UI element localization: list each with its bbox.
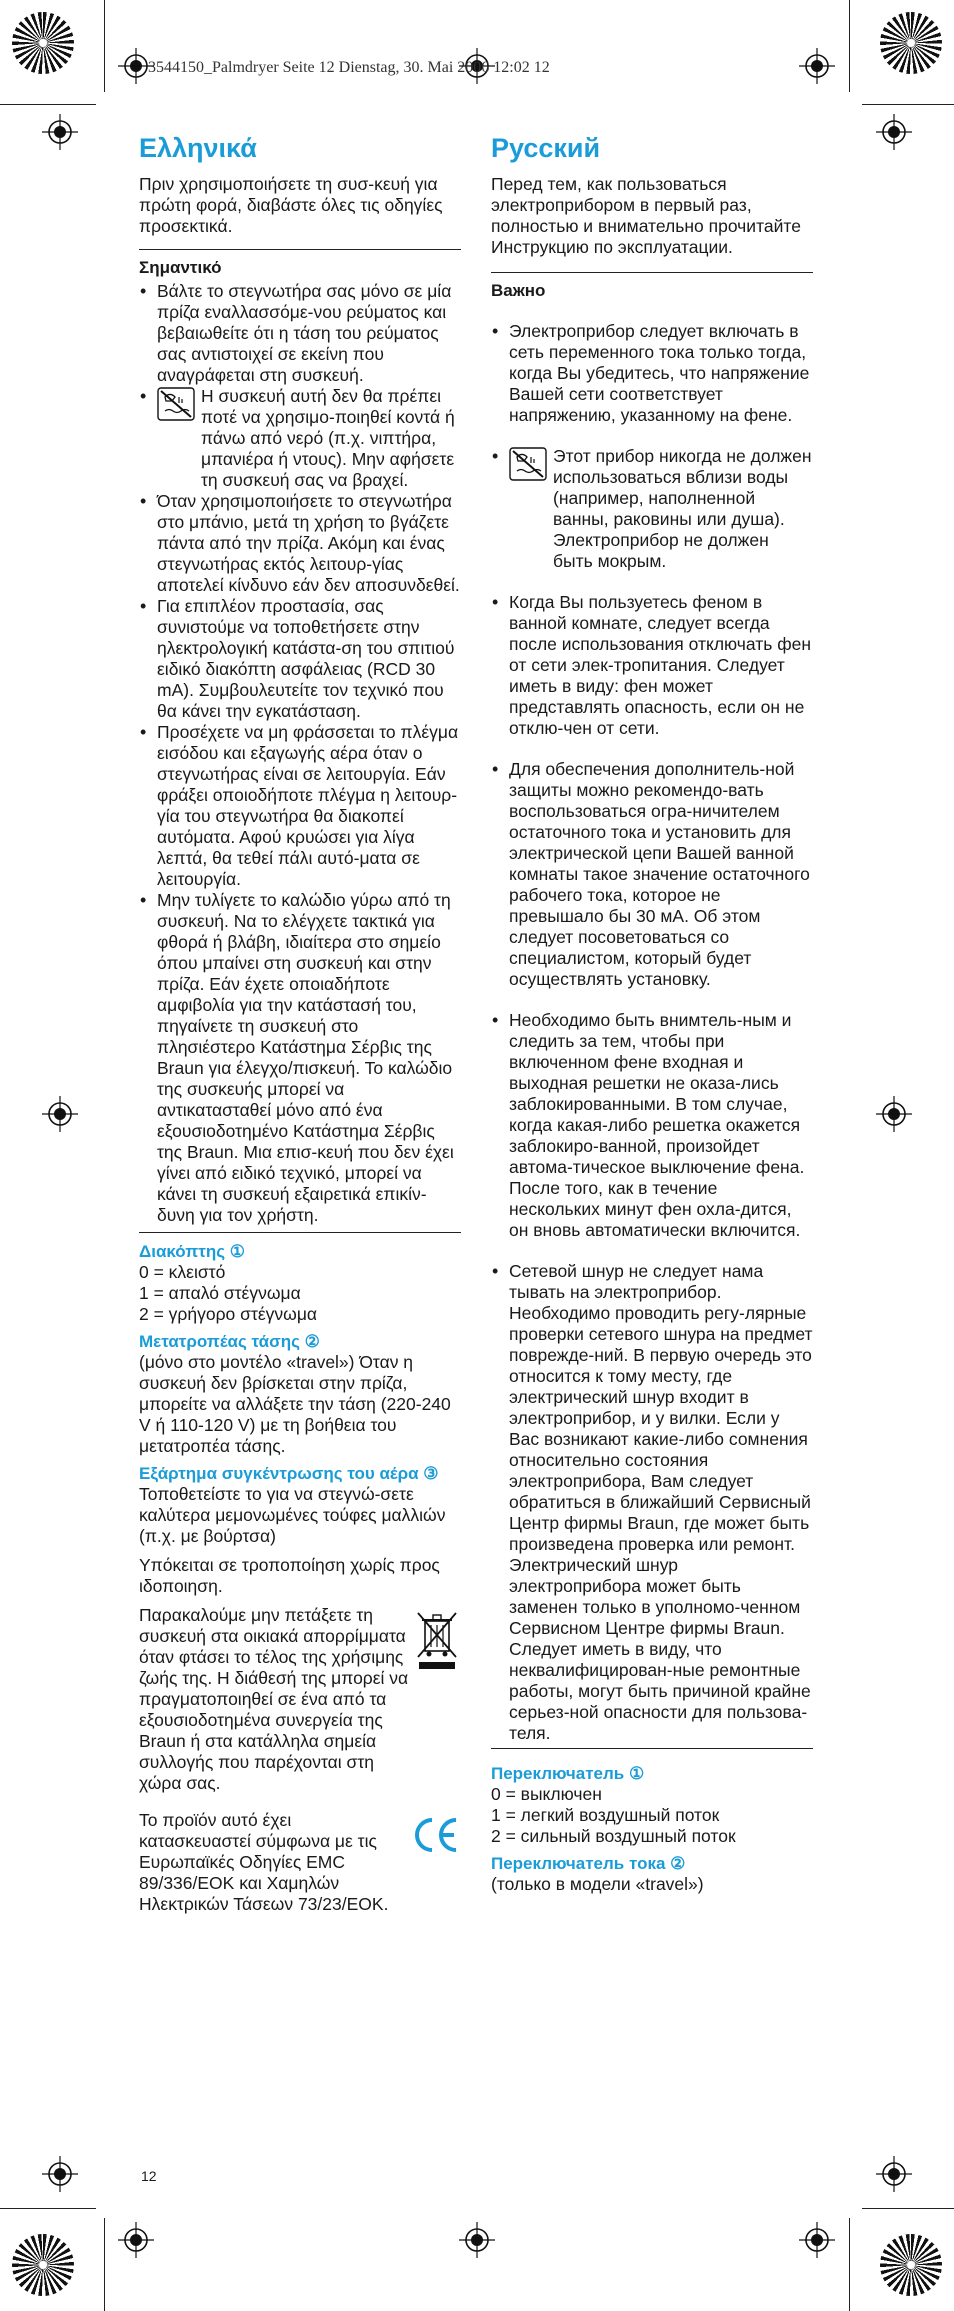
greek-switch-title: Διακόπτης ① — [139, 1242, 246, 1262]
registration-mark-icon — [799, 2222, 835, 2258]
russian-important-title: Важно — [491, 281, 546, 301]
russian-switch-row: 0 = выключен — [491, 1784, 602, 1805]
list-item: • Βάλτε το στεγνωτήρα σας μόνο σε μία πρίζα εναλλασσόμε-νου ρεύματος και βεβαιωθείτε ότι η τάση του ρεύματος σας αντιστοιχεί σε εκείνη που αναγράφεται στη συσκευή. — [139, 281, 461, 386]
greek-ce-block — [139, 1810, 461, 1915]
no-water-warning-icon — [509, 447, 547, 481]
greek-voltage-title: Μετατροπέας τάσης ② — [139, 1332, 320, 1352]
greek-disposal-block — [139, 1605, 461, 1794]
section-divider — [139, 1232, 461, 1233]
registration-mark-icon — [876, 114, 912, 150]
greek-switch-row: 0 = κλειστό — [139, 1262, 226, 1283]
registration-mark-icon — [42, 2156, 78, 2192]
registration-mark-icon — [876, 2156, 912, 2192]
no-water-warning-icon — [157, 387, 195, 421]
registration-mark-icon — [876, 1096, 912, 1132]
crop-mark — [104, 0, 105, 92]
greek-attachment-text: Τοποθετείστε το για να στεγνώ-σετε καλύτερα μεμονωμένες τούφες μαλλιών (π.χ. με βούρτσα) — [139, 1484, 446, 1547]
print-header: 3544150_Palmdryer Seite 12 Dienstag, 30. Mai 2006 12:02 12 — [148, 59, 550, 76]
crop-mark — [849, 0, 850, 92]
greek-intro: Πριν χρησιμοποιήσετε τη συσ-κευή για πρώτη φορά, διαβάστε όλες τις οδηγίες προσεκτικά. — [139, 174, 443, 237]
color-target-icon — [880, 12, 942, 74]
list-item: • Для обеспечения дополнитель-ной защиты можно рекомендо-вать воспользоваться огра-ничителем остаточного тока и установить для электрической цепи Вашей ванной комнаты такое значение остаточного рабочего тока, которое не превышало бы 30 мА. Об этом следует посоветоваться со специалистом, который будет осуществлять установку. — [491, 759, 813, 990]
greek-switch-row: 2 = γρήγορο στέγνωμα — [139, 1304, 318, 1325]
list-item: • Когда Вы пользуетесь феном в ванной комнате, следует всегда после использования отключать фен от сети элек-тропитания. Следует иметь в виду: фен может представлять опасность, если он не отклю-чен от сети. — [491, 592, 813, 739]
crop-mark — [0, 2208, 96, 2209]
crop-mark — [862, 104, 954, 105]
crossed-bin-icon — [413, 1609, 461, 1671]
list-item: • Η συσκευή αυτή δεν θα πρέπει ποτέ να χρησιμο-ποιηθεί κοντά ή πάνω από νερό (π.χ. νιπτήρα, μπανιέρα ή ντους). Μην αφήσετε τη συσκευή σας να βραχεί. — [139, 386, 461, 491]
russian-switch-row: 1 = легкий воздушный поток — [491, 1805, 720, 1826]
list-item: • Όταν χρησιμοποιήσετε το στεγνωτήρα στο μπάνιο, μετά τη χρήση το βγάζετε πάντα από την πρίζα. Ακόμη και ένας στεγνωτήρας εκτός λειτουρ-γίας αποτελεί κίνδυνο εάν δεν αποσυνδεθεί. — [139, 491, 461, 596]
section-divider — [491, 272, 813, 273]
crop-mark — [849, 2218, 850, 2311]
list-item: • Этот прибор никогда не должен использоваться вблизи воды (например, наполненной ванны, раковины или душа). Электроприбор не должен быть мокрым. — [491, 446, 813, 572]
russian-intro: Перед тем, как пользоваться электроприбором в первый раз, полностью и внимательно прочитайте Инструкцию по эксплуатации. — [491, 174, 801, 258]
greek-voltage-text: (μόνο στο μοντέλο «travel») Όταν η συσκευή δεν βρίσκεται στην πρίζα, μπορείτε να αλλάξετε την τάση (220-240 V ή 110-120 V) με τη βοήθεια του μετατροπέα τάσης. — [139, 1352, 451, 1457]
greek-disposal-text: Παρακαλούμε μην πετάξετε τη συσκευή στα οικιακά απορρίμματα όταν φτάσει το τέλος της χρήσιμης ζωής της. Η διάθεσή της μπορεί να πραγματοποιηθεί σε ένα από τα εξουσιοδοτημένα συνεργεία της Braun ή στα κατάλληλα σημεία συλλογής που παρέχονται στη χώρα σας. — [139, 1605, 409, 1794]
section-divider — [139, 249, 461, 250]
list-item: • Προσέχετε να μη φράσσεται το πλέγμα εισόδου και εξαγωγής αέρα όταν ο στεγνωτήρας είναι σε λειτουργία. Εάν φράξει οποιοδήποτε πλέγμα η λειτουρ-γία του στεγνωτήρα θα διακοπεί αυτόματα. Αφού κρυώσει για λίγα λεπτά, θα τεθεί πάλι αυτό-ματα σε λειτουργία. — [139, 722, 461, 890]
russian-title: Русский — [491, 133, 601, 163]
greek-switch-row: 1 = απαλό στέγνωμα — [139, 1283, 301, 1304]
greek-safety-list — [139, 281, 461, 1226]
greek-title: Ελληνικά — [139, 133, 257, 163]
color-target-icon — [880, 2234, 942, 2296]
russian-column — [491, 133, 813, 1895]
greek-attachment-title: Εξάρτημα συγκέντρωσης του αέρα ③ — [139, 1464, 439, 1484]
registration-mark-icon — [42, 1096, 78, 1132]
greek-subject-change: Υπόκειται σε τροποποίηση χωρίς προς ιδοποιηση. — [139, 1555, 440, 1597]
list-item: • Μην τυλίγετε το καλώδιο γύρω από τη συσκευή. Να το ελέγχετε τακτικά για φθορά ή βλάβη, ιδιαίτερα στο σημείο όπου μπαίνει στη συσκευή και στην πρίζα. Εάν έχετε οποιαδήποτε αμφιβολία για την κατάστασή του, πηγαίνετε τη συσκευή στο πλησιέστερο Κατάστημα Σέρβις της Braun για έλεγχο/πισκευή. Το καλώδιο της συσκευής μπορεί να αντικατασταθεί μόνο από ένα εξουσιοδοτημένο Κατάστημα Σέρβις της Braun. Μια επισ-κευή που δεν έχει γίνει από ειδικό τεχνικό, μπορεί να κάνει τη συσκευή εξαιρετικά επικίν-δυνη για τον χρήστη. — [139, 890, 461, 1226]
list-item: • Сетевой шнур не следует нама тывать на электроприбор. Необходимо проводить регу-лярные проверки сетевого шнура на предмет поврежде-ний. В первую очередь это относится к тому месту, где электрический шнур входит в электроприбор, и у вилки. Если у Вас возникают какие-либо сомнения относительно состояния электроприбора, Вам следует обратиться в ближайший Сервисный Центр фирмы Braun, где может быть произведена проверка или ремонт. Электрический шнур электроприбора может быть заменен только в уполномо-ченном Сервисном Центре фирмы Braun. Следует иметь в виду, что неквалифицирован-ные ремонтные работы, могут быть причиной крайне серьез-ной опасности для пользова-теля. — [491, 1261, 813, 1744]
list-item: • Электроприбор следует включать в сеть переменного тока только тогда, когда Вы убедитесь, что напряжение Вашей сети соответствует напряжению, указанному на фене. — [491, 321, 813, 426]
russian-switch-title: Переключатель ① — [491, 1764, 645, 1784]
russian-switch-row: 2 = сильный воздушный поток — [491, 1826, 736, 1847]
ce-mark-icon — [409, 1814, 461, 1856]
greek-ce-text: Το προϊόν αυτό έχει κατασκευαστεί σύμφωνα με τις Ευρωπαϊκές Οδηγίες EMC 89/336/EOK και Χαμηλών Ηλεκτρικών Τάσεων 73/23/EOK. — [139, 1810, 389, 1915]
registration-mark-icon — [42, 114, 78, 150]
color-target-icon — [12, 2234, 74, 2296]
russian-voltage-title: Переключатель тока ② — [491, 1854, 686, 1874]
list-item: • Για επιπλέον προστασία, σας συνιστούμε να τοποθετήσετε στην ηλεκτρολογική κατάστα-ση του σπιτιού ειδικό διακόπτη ασφάλειας (RCD 30 mA). Συμβουλευτείτε τον τεχνικό που θα κάνει την εγκατάσταση. — [139, 596, 461, 722]
greek-important-title: Σημαντικό — [139, 258, 222, 278]
color-target-icon — [12, 12, 74, 74]
russian-safety-list — [491, 321, 813, 1744]
crop-mark — [862, 2208, 954, 2209]
section-divider — [491, 1748, 813, 1749]
registration-mark-icon — [459, 2222, 495, 2258]
crop-mark — [0, 104, 96, 105]
crop-mark — [104, 2218, 105, 2311]
greek-column — [139, 133, 461, 1915]
registration-mark-icon — [118, 2222, 154, 2258]
registration-mark-icon — [799, 48, 835, 84]
page-number: 12 — [141, 2168, 157, 2184]
russian-voltage-text: (только в модели «travel») — [491, 1874, 704, 1895]
list-item: • Необходимо быть внимтель-ным и следить за тем, чтобы при включенном фене входная и выходная решетки не оказа-лись заблокированными. В том случае, когда какая-либо решетка окажется заблокиро-ванной, произойдет автома-тическое выключение фена. После того, как в течение нескольких минут фен охла-дится, он вновь автоматически включится. — [491, 1010, 813, 1241]
